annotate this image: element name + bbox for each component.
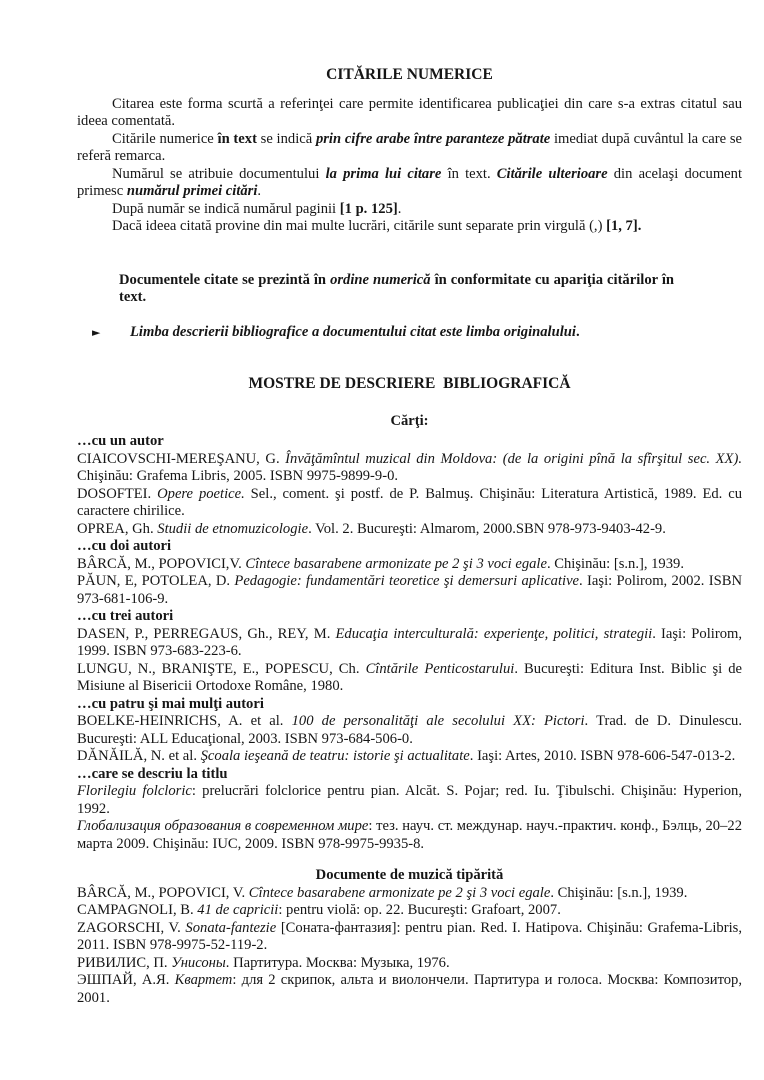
entry-imprint: [Соната-фантазия]: pentru pian. Red. I. Hatipova. Chişinău: Grafema-Libris, 2011. ISBN 978-9975-52-119-2. [77,919,742,953]
entry-title: Învăţămîntul muzical din Moldova: (de la origini pînă la sfîrşitul sec. XX). [285,450,742,467]
entry-imprint: . Iaşi: Artes, 2010. ISBN 978-606-547-013-2. [469,748,736,764]
entry-authors: CAMPAGNOLI, B. [77,902,198,918]
intro-paragraph-4 [77,201,742,219]
entry-title: 100 de personalităţi ale secolului XX: Pictori [291,713,585,729]
samples-heading: MOSTRE DE DESCRIERE BIBLIOGRAFICĂ [248,375,571,392]
entry-title: Florilegiu folcloric [77,783,192,799]
entry-imprint: Chişinău: Grafema Libris, 2005. ISBN 9975-9899-9-0. [77,468,399,484]
entry-authors: DĂNĂILĂ, N. et al. [77,748,201,764]
entry-authors: CIAICOVSCHI-MEREŞANU, G. [77,450,286,467]
entry-title: Şcoala ieşeană de teatru: istorie şi actualitate [200,748,470,764]
music-entry-barca [77,885,742,903]
entry-title: Cîntece basarabene armonizate pe 2 şi 3 voci egale [245,555,547,572]
entry-title: Унисоны [171,954,226,971]
text-run-bold-italic: numărul primei citări [126,183,258,199]
music-entry-rivilis [77,955,742,973]
entry-authors: РИВИЛИС, П. [77,954,172,971]
text-run: imediat după cuvântul la care se referă remarca. [77,130,743,164]
entry-imprint: . Iaşi: Polirom, 1999. ISBN 973-683-223-6. [77,625,742,659]
books-heading: Cărţi: [390,412,429,429]
numeric-order-note [119,272,674,307]
entry-imprint: . Chişinău: [s.n.], 1939. [546,555,684,572]
entry-authors: DOSOFTEI. [77,485,158,502]
text-run-bold: Documentele citate se prezintă în [119,271,331,288]
text-run: Citările numerice [112,130,218,147]
category-two-authors: …cu doi autori [77,538,172,554]
text-run: Dacă ideea citată provine din mai multe lucrări, citările sunt separate prin virgulă (,) [112,218,607,234]
bib-entry-dasen [77,626,742,661]
entry-title: Cîntece basarabene armonizate pe 2 şi 3 voci egale [248,884,551,901]
text-run: se indică [256,130,316,147]
entry-authors: LUNGU, N., BRANIŞTE, E., POPESCU, Ch. [77,660,366,677]
bib-entry-globalizacia [77,818,742,853]
bib-entry-paun [77,573,742,608]
entry-imprint: : prelucrări folclorice pentru pian. Alcăt. S. Pojar; red. Iu. Ţibulschi. Chişinău: Hyperion, 1992. [77,783,742,817]
intro-paragraph-2 [77,131,742,166]
entry-imprint: . Bucureşti: Editura Inst. Biblic şi de Misiune al Bisericii Ortodoxe Române, 1980. [77,660,743,694]
bib-entry-dosoftei [77,486,742,521]
category-described-by-title: …care se descriu la titlu [77,765,228,782]
intro-paragraph-1: Citarea este forma scurtă a referinţei care permite identificarea publicaţiei din care s-a extras citatul sau ideea comentată. [77,95,742,129]
entry-imprint: Sel., coment. şi postf. de P. Balmuş. Chişinău: Literatura Artistică, 1989. Ed. cu caractere chirilice. [77,485,742,519]
text-run: din acelaşi document primesc [77,165,742,199]
language-rule-bullet [77,324,742,342]
intro-paragraph-3 [77,166,742,201]
entry-title: Cîntările Penticostarului [365,660,515,677]
entry-imprint: . Партитура. Москва: Музыка, 1976. [225,954,450,971]
document-title: CITĂRILE NUMERICE [326,66,493,83]
entry-title: Sonata-fantezie [185,919,277,936]
entry-title: 41 de capricii [197,902,279,918]
text-run-bold-italic: Citările ulterioare [496,165,608,182]
entry-title: Educaţia interculturală: experienţe, politici, strategii [335,625,653,642]
text-run-bold-italic: ordine numerică [330,271,431,288]
entry-authors: BÂRCĂ, M., POPOVICI,V. [77,555,246,572]
intro-paragraph-5 [77,218,742,236]
text-run-bold: în text [217,130,257,147]
entry-authors: BOELKE-HEINRICHS, A. et al. [77,713,292,729]
entry-title: Pedagogie: fundamentări teoretice şi demersuri aplicative [234,573,580,589]
category-one-author: …cu un autor [77,433,164,449]
music-entry-zagorschi [77,920,742,955]
entry-title: Квартет [174,972,233,988]
bib-entry-ciaicovschi [77,451,742,486]
music-entry-eshpai [77,972,742,1007]
entry-imprint: : для 2 скрипок, альта и виолончели. Партитура и голоса. Москва: Композитор, 2001. [77,972,742,1006]
text-run: în text. [441,165,497,182]
bib-entry-florilegiu [77,783,742,818]
music-entry-campagnoli [77,902,742,920]
text-run: După număr se indică numărul paginii [112,200,340,217]
text-run-bold-italic: la prima lui citare [325,165,442,182]
text-run: . [257,183,262,199]
entry-title: Studii de etnomuzicologie [157,520,309,537]
language-rule-text: Limba descrierii bibliografice a documentului citat este limba originalului. [130,323,580,340]
entry-authors: ZAGORSCHI, V. [77,919,186,936]
entry-imprint: . Vol. 2. Bucureşti: Almarom, 2000.SBN 978-973-9403-42-9. [308,520,666,537]
bib-entry-lungu [77,661,742,696]
text-run: Numărul se atribuie documentului [112,165,326,182]
entry-imprint: : тез. науч. ст. междунар. науч.-практич. конф., Бэлць, 20–22 марта 2009. Chişinău: IUC, 2009. ISBN 978-9975-9935-8. [77,818,742,852]
entry-title: Глобализация образования в современном мире [77,818,369,834]
entry-imprint: . Chişinău: [s.n.], 1939. [550,884,688,901]
text-run-bold: [1 p. 125] [339,200,398,217]
category-four-or-more-authors: …cu patru şi mai mulţi autori [77,695,264,712]
text-run: . [397,200,402,217]
entry-title: Opere poetice. [157,485,245,502]
text-run-bold-italic: prin cifre arabe între paranteze pătrate [315,130,551,147]
bib-entry-danaila [77,748,742,766]
category-three-authors: …cu trei autori [77,608,174,624]
text-run-bold: [1, 7]. [606,218,642,234]
entry-authors: DASEN, P., PERREGAUS, Gh., REY, M. [77,625,336,642]
entry-imprint: : pentru violă: op. 22. Bucureşti: Grafoart, 2007. [278,902,561,918]
entry-imprint: . Trad. de D. Dinulescu. Bucureşti: ALL Educaţional, 2003. ISBN 973-684-506-0. [77,713,742,747]
entry-authors: PĂUN, E, POTOLEA, D. [77,573,235,589]
bib-entry-boelke [77,713,742,748]
text-run-bold: în conformitate cu apariţia citărilor în text. [119,271,675,305]
bib-entry-barca [77,556,742,574]
bullet-arrow-icon: ► [92,325,101,339]
bib-entry-oprea [77,521,742,539]
entry-authors: OPREA, Gh. [77,520,158,537]
printed-music-heading: Documente de muzică tipărită [315,867,504,883]
entry-authors: BÂRCĂ, M., POPOVICI, V. [77,884,249,901]
entry-authors: ЭШПАЙ, А.Я. [77,972,175,988]
entry-imprint: . Iaşi: Polirom, 2002. ISBN 973-681-106-9. [77,573,742,607]
